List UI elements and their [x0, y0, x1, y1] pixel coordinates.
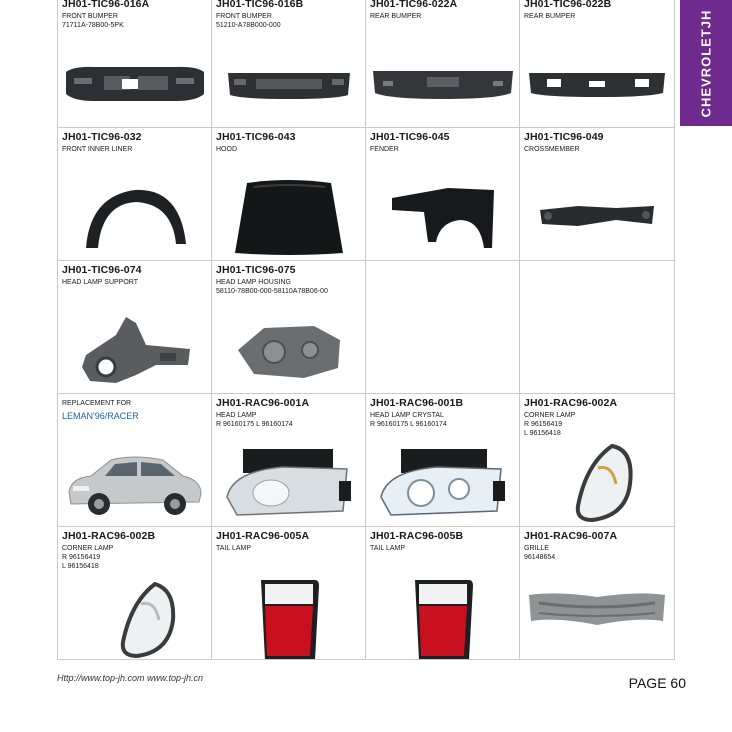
- rear-bumper-icon: [366, 49, 519, 119]
- part-cell: [366, 0, 520, 128]
- part-code: JH01-RAC96-005B: [370, 530, 464, 542]
- part-code: JH01-RAC96-002B: [62, 530, 156, 542]
- part-reference: 58110-78B00-000-58110A78B06-00: [216, 288, 328, 295]
- part-code: JH01-RAC96-007A: [524, 530, 618, 542]
- corner-lamp-icon: [58, 585, 211, 655]
- brand-tab-label: CHEVROLETJH: [698, 9, 714, 117]
- grille-icon: [520, 573, 674, 643]
- empty-cell: [366, 261, 520, 394]
- part-code: JH01-TIC96-016A: [62, 0, 150, 10]
- part-reference: R 96160175 L 96160174: [370, 421, 447, 428]
- front-bumper-icon: [58, 49, 211, 119]
- part-description: TAIL LAMP: [216, 545, 252, 552]
- part-cell: [58, 527, 212, 660]
- part-description: CROSSMEMBER: [524, 146, 580, 153]
- corner-lamp-icon: [520, 448, 674, 518]
- part-description: FRONT INNER LINER: [62, 146, 133, 153]
- empty-cell: [520, 261, 675, 394]
- replacement-for-label: REPLACEMENT FOR: [62, 400, 132, 407]
- vehicle-model: LEMAN'96/RACER: [62, 411, 139, 421]
- part-cell: [366, 394, 520, 527]
- part-code: JH01-TIC96-043: [216, 131, 296, 143]
- part-description: FRONT BUMPER: [216, 13, 272, 20]
- part-cell: [58, 0, 212, 128]
- part-reference: R 96160175 L 96160174: [216, 421, 293, 428]
- part-cell: [520, 0, 675, 128]
- part-description: TAIL LAMP: [370, 545, 406, 552]
- part-description: FRONT BUMPER: [62, 13, 118, 20]
- tail-lamp-icon: [212, 585, 365, 655]
- part-cell: [366, 128, 520, 261]
- parts-grid: [57, 0, 675, 660]
- part-cell: [520, 394, 675, 527]
- part-code: JH01-TIC96-022B: [524, 0, 612, 10]
- part-code: JH01-TIC96-075: [216, 264, 296, 276]
- part-code: JH01-TIC96-022A: [370, 0, 458, 10]
- part-cell: [212, 527, 366, 660]
- hood-icon: [212, 182, 365, 252]
- part-reference-secondary: L 96156418: [62, 563, 99, 570]
- part-description: HEAD LAMP HOUSING: [216, 279, 291, 286]
- part-cell: [520, 128, 675, 261]
- part-description: REAR BUMPER: [524, 13, 576, 20]
- part-cell: [520, 527, 675, 660]
- part-description: HEAD LAMP CRYSTAL: [370, 412, 444, 419]
- page-number: PAGE 60: [628, 675, 686, 691]
- part-reference: 71711A-78B00-5PK: [62, 22, 124, 29]
- part-description: FENDER: [370, 146, 399, 153]
- part-code: JH01-TIC96-074: [62, 264, 142, 276]
- part-description: GRILLE: [524, 545, 549, 552]
- inner-liner-icon: [58, 182, 211, 252]
- part-cell: [212, 0, 366, 128]
- tail-lamp-icon: [366, 585, 519, 655]
- part-code: JH01-RAC96-001A: [216, 397, 310, 409]
- crossmember-icon: [520, 182, 674, 252]
- brand-side-tab: [680, 0, 732, 126]
- part-code: JH01-TIC96-045: [370, 131, 450, 143]
- part-cell: [58, 128, 212, 261]
- part-code: JH01-RAC96-005A: [216, 530, 310, 542]
- part-reference: R 96156419: [62, 554, 101, 561]
- footer-urls: Http://www.top-jh.com www.top-jh.cn: [57, 673, 204, 683]
- part-reference: 51210-A78B000-000: [216, 22, 281, 29]
- part-reference: R 96156419: [524, 421, 563, 428]
- head-lamp-icon: [212, 448, 365, 518]
- head-lamp-crystal-icon: [366, 448, 519, 518]
- part-description: HEAD LAMP SUPPORT: [62, 279, 138, 286]
- part-cell: [366, 527, 520, 660]
- part-code: JH01-RAC96-001B: [370, 397, 464, 409]
- lamp-housing-icon: [212, 315, 365, 385]
- fender-icon: [366, 182, 519, 252]
- part-description: HOOD: [216, 146, 237, 153]
- part-description: REAR BUMPER: [370, 13, 422, 20]
- part-description: HEAD LAMP: [216, 412, 257, 419]
- part-cell: [58, 261, 212, 394]
- vehicle-cell: [58, 394, 212, 527]
- part-code: JH01-RAC96-002A: [524, 397, 618, 409]
- part-cell: [212, 394, 366, 527]
- part-code: JH01-TIC96-016B: [216, 0, 304, 10]
- part-reference: 96148654: [524, 554, 556, 561]
- car-icon: [58, 448, 211, 518]
- part-cell: [212, 128, 366, 261]
- part-code: JH01-TIC96-049: [524, 131, 604, 143]
- part-description: CORNER LAMP: [524, 412, 576, 419]
- part-reference-secondary: L 96156418: [524, 430, 561, 437]
- front-bumper-icon: [212, 49, 365, 119]
- lamp-support-icon: [58, 315, 211, 385]
- part-code: JH01-TIC96-032: [62, 131, 142, 143]
- rear-bumper-icon: [520, 49, 674, 119]
- part-cell: [212, 261, 366, 394]
- part-description: CORNER LAMP: [62, 545, 114, 552]
